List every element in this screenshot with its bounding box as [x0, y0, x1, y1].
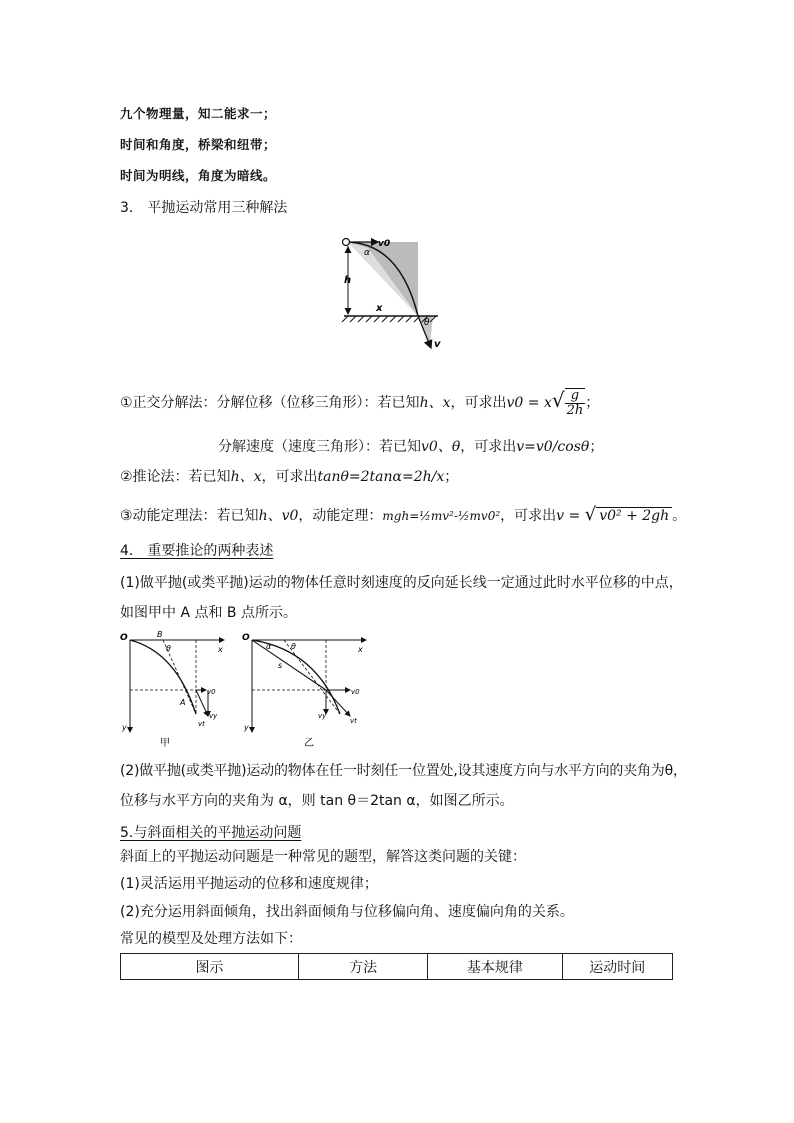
projectile-figure: [338, 232, 450, 354]
section-5-item-3: 常见的模型及处理方法如下：: [120, 931, 302, 947]
method-2-mid: ，可求出: [261, 469, 318, 485]
yi-trajectory: [252, 640, 340, 714]
method-1-eq: = x: [523, 395, 552, 411]
yi-tangent: [284, 640, 340, 714]
yi-label-y: y: [244, 723, 249, 732]
jia-label-B: B: [157, 630, 163, 639]
method-3-known: h、v0: [258, 508, 299, 524]
section-4-p1-line1: (1)做平抛(或类平抛)运动的物体任意时刻速度的反向延长线一定通过此时水平位移的中点，: [120, 575, 683, 591]
label-v0: v0: [378, 239, 391, 249]
jia-label-O: O: [120, 633, 128, 643]
table-header-row: [121, 954, 673, 980]
label-theta: θ: [424, 318, 430, 328]
yi-label-s: s: [278, 661, 283, 670]
table-header-time: 运动时间: [562, 954, 672, 980]
section-4-p2-line1: (2)做平抛(或类平抛)运动的物体在任一时刻任一位置处,设其速度方向与水平方向的夹角为θ，: [120, 763, 687, 779]
yi-label-vy: vy: [318, 712, 327, 720]
table-header-diagram: 图示: [121, 954, 299, 980]
yi-caption: 乙: [304, 738, 314, 749]
yi-label-alpha: α: [266, 642, 272, 651]
label-h: h: [344, 275, 352, 286]
method-3-formula: mgh=½mv²-½mv0²: [382, 509, 501, 523]
method-2-prefix: ②推论法：若已知: [120, 469, 231, 485]
method-2-formula: tanθ=2tanα=2h/x: [317, 469, 445, 485]
jia-label-vt: vt: [198, 720, 205, 728]
table-header-method: 方法: [299, 954, 428, 980]
yi-label-x: x: [358, 645, 363, 654]
figure-yi: [240, 630, 370, 750]
method-1-known: h、x: [419, 395, 451, 411]
method-1-denominator: 2h: [566, 403, 584, 418]
method-3-line: [120, 504, 686, 525]
yi-label-v0: v0: [351, 688, 360, 696]
method-1-line: [120, 386, 599, 418]
method-3-end: 。: [672, 508, 687, 524]
jia-label-theta: θ: [166, 644, 171, 653]
label-alpha: α: [364, 248, 370, 258]
jia-caption: 甲: [160, 738, 170, 749]
method-1b-formula: v=v0/cosθ: [516, 439, 590, 455]
figure-jia: [118, 630, 228, 750]
sqrt-sign-2: √: [584, 504, 597, 525]
label-v: v: [434, 339, 441, 350]
method-3-root: v0² + 2gh: [596, 507, 672, 524]
mnemonic-line-3: 时间为明线，角度为暗线。: [120, 168, 277, 183]
jia-label-A: A: [180, 698, 186, 707]
jia-label-y: y: [122, 723, 127, 732]
section-5-item-1: (1)灵活运用平抛运动的位移和速度规律；: [120, 876, 378, 892]
section-5-title: 5.与斜面相关的平抛运动问题: [120, 825, 302, 841]
section-4-p1-line2: 如图甲中 A 点和 B 点所示。: [120, 605, 297, 621]
jia-label-vy: vy: [209, 712, 218, 720]
jia-label-v0: v0: [207, 688, 216, 696]
jia-trajectory: [130, 640, 196, 714]
method-3-prefix: ③动能定理法：若已知: [120, 508, 259, 524]
table-header-law: 基本规律: [428, 954, 562, 980]
method-3-mid: ，动能定理：: [298, 508, 383, 524]
method-1b-mid: ，可求出: [460, 439, 517, 455]
model-method-table: [120, 953, 673, 980]
yi-label-vt: vt: [350, 717, 357, 725]
label-x: x: [376, 303, 383, 314]
method-3-eq: =: [564, 508, 585, 524]
method-1-lhs: v0: [506, 395, 524, 411]
method-2-known: h、x: [230, 469, 262, 485]
method-1-mid: ，可求出: [450, 395, 507, 411]
method-1b-known: v0、θ: [421, 439, 461, 455]
section-4-title: 4． 重要推论的两种表述: [120, 543, 274, 559]
yi-displacement: [252, 640, 326, 690]
method-1b-prefix: 分解速度（速度三角形）：若已知: [218, 439, 421, 455]
method-1b-end: ；: [589, 439, 604, 455]
mnemonic-line-2: 时间和角度，桥梁和纽带；: [120, 137, 277, 152]
method-1b-line: [218, 436, 603, 456]
method-2-line: [120, 466, 458, 486]
method-3-lhs: v: [556, 508, 565, 524]
sqrt-sign: √: [551, 388, 565, 412]
mnemonic-line-1: 九个物理量，知二能求一；: [120, 106, 277, 121]
section-5-item-2: (2)充分运用斜面倾角，找出斜面倾角与位移偏向角、速度偏向角的关系。: [120, 904, 574, 920]
method-3-mid2: ，可求出: [500, 508, 557, 524]
jia-label-x: x: [218, 645, 223, 654]
yi-label-theta: θ: [291, 642, 296, 651]
launch-point: [343, 239, 350, 246]
section-5-intro: 斜面上的平抛运动问题是一种常见的题型，解答这类问题的关键：: [120, 849, 526, 865]
yi-label-O: O: [242, 633, 250, 643]
method-1-end: ；: [585, 395, 600, 411]
method-2-end: ；: [444, 469, 459, 485]
method-1-prefix: ①正交分解法：分解位移（位移三角形）：若已知: [120, 395, 420, 411]
method-1-numerator: g: [570, 388, 580, 403]
section-3-title: 3． 平抛运动常用三种解法: [120, 200, 288, 216]
method-1-fraction: [565, 388, 586, 418]
section-4-p2-line2: 位移与水平方向的夹角为 α，则 tan θ＝2tan α，如图乙所示。: [120, 793, 514, 809]
yi-vt-arrow: [326, 690, 350, 716]
